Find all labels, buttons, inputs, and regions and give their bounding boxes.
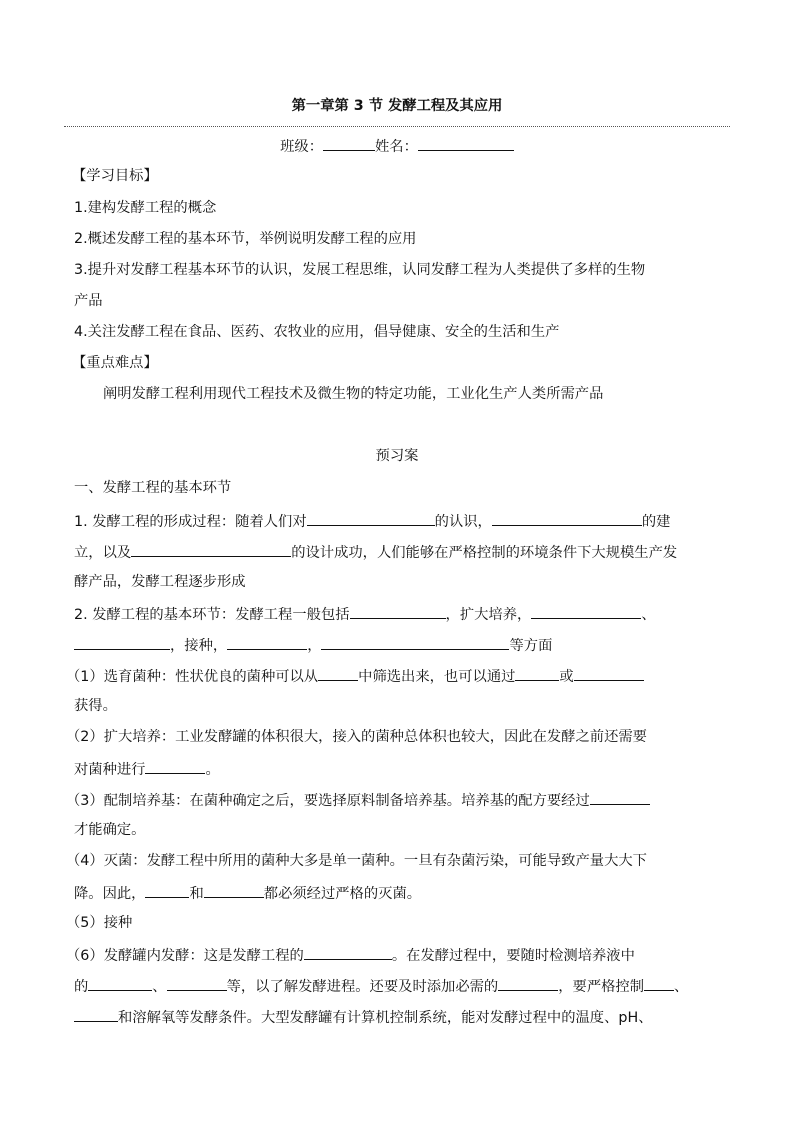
goal-item: 3.提升对发酵工程基本环节的认识，发展工程思维，认同发酵工程为人类提供了多样的生物 — [74, 262, 646, 278]
question-text: 或 — [559, 669, 574, 685]
question-text: 发酵工程的基本环节：发酵工程一般包括 — [87, 607, 350, 623]
answer-blank[interactable] — [307, 511, 435, 526]
goals-heading: 【学习目标】 — [72, 168, 158, 184]
question-text: （1）选育菌种：性状优良的菌种可以从 — [66, 669, 319, 685]
answer-blank[interactable] — [590, 790, 650, 805]
answer-blank[interactable] — [204, 883, 264, 898]
page-title: 第一章第 3 节 发酵工程及其应用 — [291, 98, 503, 114]
subitem-2-line-2 — [74, 759, 724, 777]
key-points-heading: 【重点难点】 — [72, 355, 158, 371]
question-1-line-1 — [74, 511, 724, 529]
answer-blank[interactable] — [145, 883, 189, 898]
answer-blank[interactable] — [574, 666, 644, 681]
question-text: 和 — [189, 886, 204, 902]
answer-blank[interactable] — [145, 759, 205, 774]
answer-blank[interactable] — [131, 542, 291, 557]
question-text: ， — [307, 638, 322, 654]
goal-item: 产品 — [74, 293, 103, 309]
question-text: 和溶解氧等发酵条件。大型发酵罐有计算机控制系统，能对发酵过程中的温度、pH、 — [118, 1010, 653, 1026]
question-text: ，扩大培养， — [445, 607, 532, 623]
answer-blank[interactable] — [492, 511, 642, 526]
class-field[interactable] — [323, 136, 375, 151]
question-text: 的建 — [641, 514, 671, 530]
question-text: 都必须经过严格的灭菌。 — [263, 886, 422, 902]
subitem-3-line-1 — [66, 790, 716, 808]
name-label: 姓名： — [375, 139, 418, 155]
answer-blank[interactable] — [167, 976, 227, 991]
question-text: ，接种， — [170, 638, 228, 654]
answer-blank[interactable] — [644, 976, 674, 991]
question-text: 立，以及 — [74, 545, 132, 561]
goal-item: 2.概述发酵工程的基本环节，举例说明发酵工程的应用 — [74, 231, 417, 247]
question-text: 、 — [674, 979, 689, 995]
question-text: 中筛选出来，也可以通过 — [358, 669, 516, 685]
answer-blank[interactable] — [318, 666, 358, 681]
answer-blank[interactable] — [74, 635, 170, 650]
subitem-2-line-1: （2）扩大培养：工业发酵罐的体积很大，接入的菌种总体积也较大，因此在发酵之前还需要 — [66, 729, 647, 745]
question-text: （6）发酵罐内发酵：这是发酵工程的 — [66, 948, 304, 964]
subitem-6-line-2 — [74, 976, 724, 994]
question-number: 2. — [74, 607, 88, 623]
question-text: ，要严格控制 — [558, 979, 645, 995]
question-text: 的 — [74, 979, 89, 995]
question-text: 等方面 — [509, 638, 553, 654]
key-points-text: 阐明发酵工程利用现代工程技术及微生物的特定功能，工业化生产人类所需产品 — [103, 386, 604, 402]
question-text: 降。因此， — [74, 886, 146, 902]
answer-blank[interactable] — [321, 635, 509, 650]
answer-blank[interactable] — [88, 976, 152, 991]
subitem-4-line-1: （4）灭菌：发酵工程中所用的菌种大多是单一菌种。一旦有杂菌污染，可能导致产量大大下 — [66, 853, 647, 869]
question-text: 、 — [641, 607, 656, 623]
subitem-4-line-2 — [74, 883, 724, 901]
goal-item: 4.关注发酵工程在食品、医药、农牧业的应用，倡导健康、安全的生活和生产 — [74, 324, 560, 340]
question-2-line-2 — [74, 635, 724, 653]
question-text: 的设计成功，人们能够在严格控制的环境条件下大规模生产发 — [291, 545, 678, 561]
answer-blank[interactable] — [531, 604, 641, 619]
subitem-1-line-2: 获得。 — [74, 698, 117, 714]
question-text: 的认识， — [434, 514, 492, 530]
section-heading: 一、发酵工程的基本环节 — [74, 480, 232, 496]
answer-blank[interactable] — [515, 666, 559, 681]
answer-blank[interactable] — [227, 635, 307, 650]
question-text: 。 — [205, 762, 220, 778]
subitem-6-line-3 — [74, 1007, 724, 1025]
question-text: 。在发酵过程中，要随时检测培养液中 — [391, 948, 635, 964]
subitem-3-line-2: 才能确定。 — [74, 822, 146, 838]
answer-blank[interactable] — [350, 604, 446, 619]
name-field[interactable] — [418, 136, 514, 151]
question-1-line-3: 酵产品，发酵工程逐步形成 — [74, 574, 246, 590]
question-1-line-2 — [74, 542, 724, 560]
dotted-divider — [64, 126, 730, 127]
question-text: 对菌种进行 — [74, 762, 146, 778]
answer-blank[interactable] — [498, 976, 558, 991]
question-number: 1. — [74, 514, 88, 530]
question-text: 、 — [152, 979, 167, 995]
student-info-line — [0, 136, 794, 154]
preview-title: 预习案 — [375, 448, 419, 464]
subitem-6-line-1 — [66, 945, 716, 963]
goal-item: 1.建构发酵工程的概念 — [74, 200, 217, 216]
question-text: 等，以了解发酵进程。还要及时添加必需的 — [226, 979, 499, 995]
question-text: 发酵工程的形成过程：随着人们对 — [87, 514, 307, 530]
class-label: 班级： — [280, 139, 323, 155]
question-2-line-1 — [74, 604, 724, 622]
question-text: （3）配制培养基：在菌种确定之后，要选择原料制备培养基。培养基的配方要经过 — [66, 793, 590, 809]
subitem-1-line-1 — [66, 666, 716, 684]
answer-blank[interactable] — [74, 1007, 118, 1022]
answer-blank[interactable] — [304, 945, 392, 960]
subitem-5: （5）接种 — [66, 915, 133, 931]
